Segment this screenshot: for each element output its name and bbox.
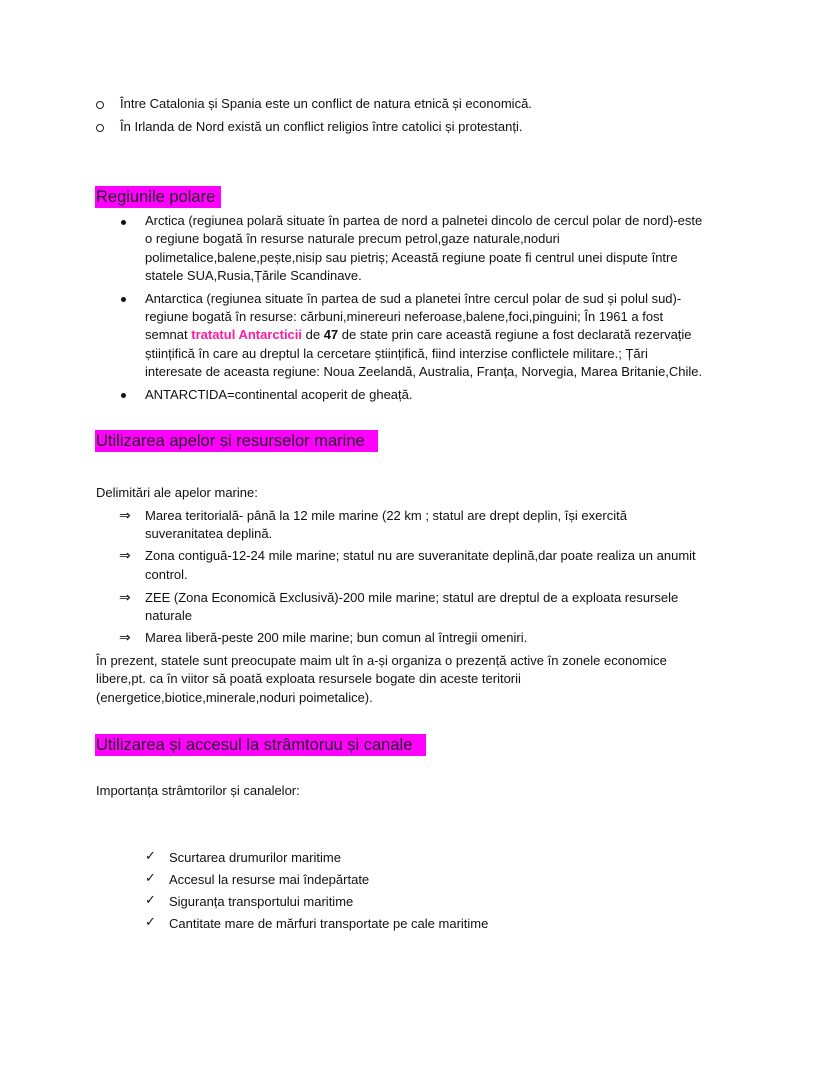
check-icon: ✓ [145, 871, 156, 886]
antarctica-line-4: științifică în care au dreptul la cercetare științifică, fiind interzise conflictele militare.; Țări [145, 346, 648, 361]
antarctida-line: ANTARCTIDA=continental acoperit de gheață. [145, 387, 413, 402]
marine-item-3: ZEE (Zona Economică Exclusivă)-200 mile marine; statul are dreptul de a exploata resursele [145, 590, 679, 605]
antarctica-line-1: Antarctica (regiunea situate în partea de sud a planetei între cercul polar de sud și polul sud)- [145, 291, 682, 306]
antarctica-line-5: interesate de aceasta regiune: Noua Zeelandă, Australia, Franța, Norvegia, Marea Britanie,Chile. [145, 364, 703, 379]
marine-item-2-cont: control. [145, 567, 188, 582]
antarctica-line-3 [145, 326, 692, 344]
arrow-icon: ⇒ [119, 508, 131, 524]
marine-paragraph-line-1: În prezent, statele sunt preocupate maim ult în a-și organiza o prezență active în zonele economice [96, 653, 667, 668]
arctica-line-1: Arctica (regiunea polară situate în partea de nord a palnetei dincolo de cercul polar de nord)-este [145, 213, 703, 228]
check-icon: ✓ [145, 849, 156, 864]
bullet-icon [121, 393, 126, 398]
bullet-icon [121, 220, 126, 225]
marine-paragraph-line-3: (energetice,biotice,minerale,noduri poimetalice). [96, 690, 373, 705]
marine-intro: Delimitări ale apelor marine: [96, 485, 258, 500]
marine-item-1-cont: suveranitatea deplină. [145, 526, 273, 541]
arctica-line-4: statele SUA,Rusia,Țările Scandinave. [145, 268, 362, 283]
check-icon: ✓ [145, 893, 156, 908]
arrow-icon: ⇒ [119, 548, 131, 564]
treaty-highlight: tratatul Antarcticii [191, 327, 303, 342]
arctica-line-3: polimetalice,balene,pește,nisip sau pietriș; Această regiune poate fi centrul unei dispute între [145, 250, 678, 265]
arrow-icon: ⇒ [119, 590, 131, 606]
straits-intro: Importanța strâmtorilor și canalelor: [96, 783, 300, 798]
check-icon: ✓ [145, 915, 156, 930]
heading-marine-waters: Utilizarea apelor și resurselor marine [96, 432, 365, 450]
straits-item-2: Accesul la resurse mai îndepărtate [169, 872, 370, 887]
antarctica-text: semnat [145, 327, 192, 342]
antarctica-line-2: regiune bogată în resurse: cărbuni,minereuri neferoase,balene,foci,pinguini; În 1961 a fost [145, 309, 664, 324]
hollow-bullet-icon [96, 124, 104, 132]
marine-item-4: Marea liberă-peste 200 mile marine; bun comun al întregii omeniri. [145, 630, 528, 645]
marine-item-2: Zona contiguă-12-24 mile marine; statul nu are suveranitate deplină,dar poate realiza un anumit [145, 548, 696, 563]
straits-item-4: Cantitate mare de mărfuri transportate pe cale maritime [169, 916, 489, 931]
heading-straits: Utilizarea și accesul la strâmtoruu și canale [96, 736, 413, 754]
arctica-line-2: o regiune bogată în resurse naturale precum petrol,gaze naturale,noduri [145, 231, 560, 246]
top-bullet-2: În Irlanda de Nord există un conflict religios între catolici și protestanți. [120, 119, 523, 134]
antarctica-text: de state prin care această regiune a fost declarată rezervație [338, 327, 692, 342]
marine-item-3-cont: naturale [145, 608, 192, 623]
hollow-bullet-icon [96, 101, 104, 109]
bullet-icon [121, 297, 126, 302]
straits-item-3: Siguranța transportului maritime [169, 894, 354, 909]
arrow-icon: ⇒ [119, 630, 131, 646]
state-count: 47 [323, 327, 339, 342]
antarctica-text: de [302, 327, 324, 342]
marine-item-1: Marea teritorială- până la 12 mile marine (22 km ; statul are drept deplin, își exercită [145, 508, 627, 523]
heading-polar-regions: Regiunile polare [96, 188, 216, 206]
straits-item-1: Scurtarea drumurilor maritime [169, 850, 341, 865]
top-bullet-1: Între Catalonia și Spania este un conflict de natura etnică și economică. [120, 96, 532, 111]
marine-paragraph-line-2: libere,pt. ca în viitor să poată exploata resursele bogate din aceste teritorii [96, 671, 521, 686]
